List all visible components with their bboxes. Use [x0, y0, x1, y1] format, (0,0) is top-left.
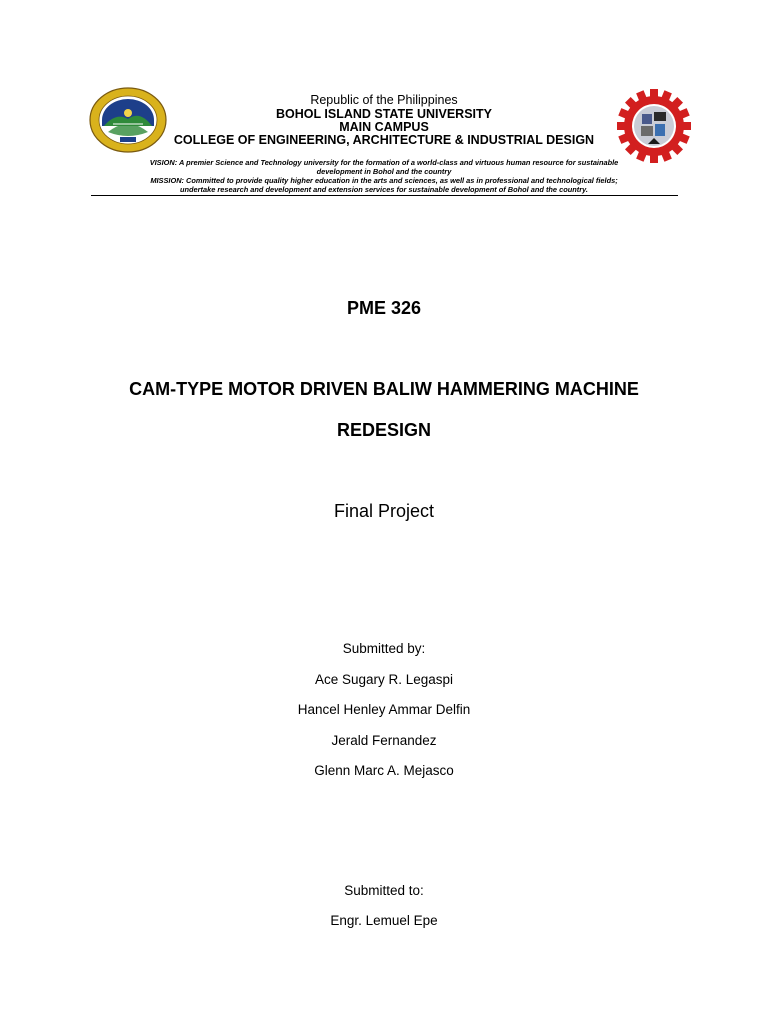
campus-name: MAIN CAMPUS	[339, 120, 429, 134]
mission-statement-line2: undertake research and development and extension services for sustainable development of Bohol and the country.	[180, 185, 588, 194]
submitted-by-label: Submitted by:	[342, 641, 426, 656]
member-name: Jerald Fernandez	[331, 733, 437, 748]
college-name: COLLEGE OF ENGINEERING, ARCHITECTURE & INDUSTRIAL DESIGN	[173, 133, 595, 147]
college-gear-seal-icon	[616, 88, 692, 164]
header-divider	[91, 195, 678, 196]
republic-line: Republic of the Philippines	[310, 93, 458, 107]
submitted-to-label: Submitted to:	[344, 883, 424, 898]
member-name: Hancel Henley Ammar Delfin	[297, 702, 471, 717]
mission-statement-line1: MISSION: Committed to provide quality higher education in the arts and sciences, as well as in professional and technological fields;	[150, 176, 618, 185]
member-name: Glenn Marc A. Mejasco	[314, 763, 454, 778]
project-type: Final Project	[333, 501, 435, 521]
course-code: PME 326	[346, 298, 422, 318]
university-name: BOHOL ISLAND STATE UNIVERSITY	[276, 107, 492, 121]
project-title-line2: REDESIGN	[336, 420, 432, 440]
member-name: Ace Sugary R. Legaspi	[314, 672, 454, 687]
vision-statement-line2: development in Bohol and the country	[316, 167, 452, 176]
project-title-line1: CAM-TYPE MOTOR DRIVEN BALIW HAMMERING MACHINE	[129, 379, 639, 399]
vision-statement-line1: VISION: A premier Science and Technology university for the formation of a world-class and virtuous human resource for sustainable	[149, 158, 619, 167]
adviser-name: Engr. Lemuel Epe	[330, 913, 438, 928]
